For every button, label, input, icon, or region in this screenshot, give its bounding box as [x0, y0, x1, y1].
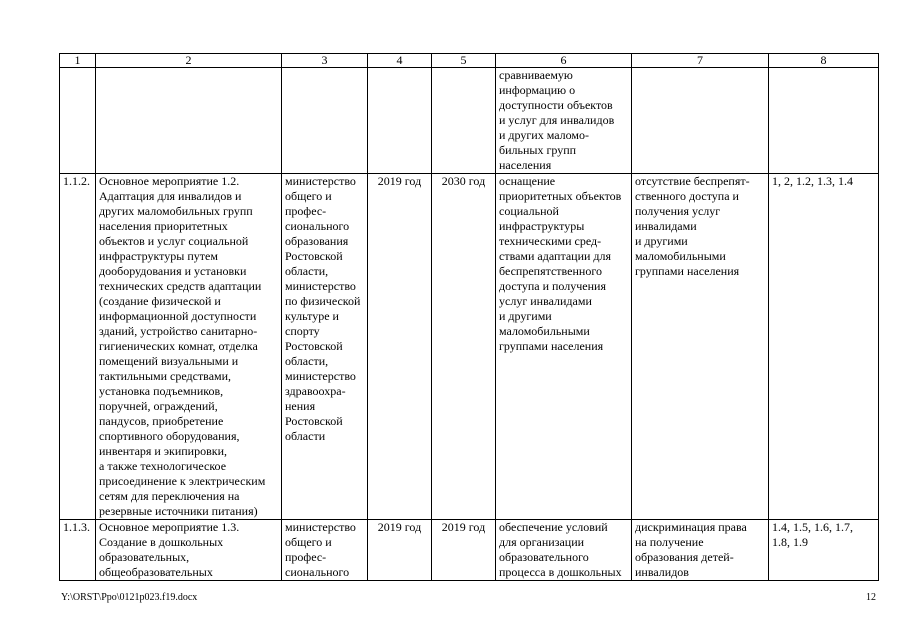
header-row — [60, 54, 879, 68]
expected-result: сравниваемую информацию о доступности объектов и услуг для инвалидов и других маломо- бильных групп населения — [496, 68, 632, 174]
indicators: 1.4, 1.5, 1.6, 1.7, 1.8, 1.9 — [769, 520, 879, 581]
footer-file-path: Y:\ORST\Ppo\0121p023.f19.docx — [61, 592, 198, 603]
header-cell-6: 6 — [496, 54, 632, 68]
row-number: 1.1.2. — [60, 174, 96, 520]
event-name: Основное мероприятие 1.3. Создание в дошкольных образовательных, общеобразовательных — [96, 520, 282, 581]
consequences: дискриминация права на получение образования детей- инвалидов — [632, 520, 769, 581]
end-year: 2030 год — [432, 174, 496, 520]
header-cell-8: 8 — [769, 54, 879, 68]
start-year: 2019 год — [368, 520, 432, 581]
table-row — [60, 174, 879, 520]
page-number: 12 — [866, 592, 876, 603]
event-name — [96, 68, 282, 174]
expected-result: оснащение приоритетных объектов социальной инфраструктуры техническими сред- ствами адаптации для беспрепятственного доступа и получения услуг инвалидами и другими маломобильными группами населения — [496, 174, 632, 520]
table-row — [60, 68, 879, 174]
table-row — [60, 520, 879, 581]
executor: министерство общего и профес- сионального — [282, 520, 368, 581]
header-cell-4: 4 — [368, 54, 432, 68]
executor: министерство общего и профес- сионального образования Ростовской области, министерство по физической культуре и спорту Ростовской области, министерство здравоохра- нения Ростовской области — [282, 174, 368, 520]
header-cell-7: 7 — [632, 54, 769, 68]
expected-result: обеспечение условий для организации образовательного процесса в дошкольных — [496, 520, 632, 581]
consequences — [632, 68, 769, 174]
header-cell-2: 2 — [96, 54, 282, 68]
end-year — [432, 68, 496, 174]
indicators: 1, 2, 1.2, 1.3, 1.4 — [769, 174, 879, 520]
header-cell-5: 5 — [432, 54, 496, 68]
header-cell-3: 3 — [282, 54, 368, 68]
start-year — [368, 68, 432, 174]
header-cell-1: 1 — [60, 54, 96, 68]
row-number — [60, 68, 96, 174]
consequences: отсутствие беспрепят- ственного доступа и получения услуг инвалидами и другими маломобильными группами населения — [632, 174, 769, 520]
program-table — [59, 53, 879, 581]
end-year: 2019 год — [432, 520, 496, 581]
executor — [282, 68, 368, 174]
event-name: Основное мероприятие 1.2. Адаптация для инвалидов и других маломобильных групп населения приоритетных объектов и услуг социальной инфраструктуры путем дооборудования и установки технических средств адаптации (создание физической и информационной доступности зданий, устройство санитарно- гигиенических комнат, отделка помещений визуальными и тактильными средствами, установка подъемников, поручней, ограждений, пандусов, приобретение спортивного оборудования, инвентаря и экипировки, а также технологическое присоединение к электрическим сетям для переключения на резервные источники питания) — [96, 174, 282, 520]
indicators — [769, 68, 879, 174]
start-year: 2019 год — [368, 174, 432, 520]
row-number: 1.1.3. — [60, 520, 96, 581]
